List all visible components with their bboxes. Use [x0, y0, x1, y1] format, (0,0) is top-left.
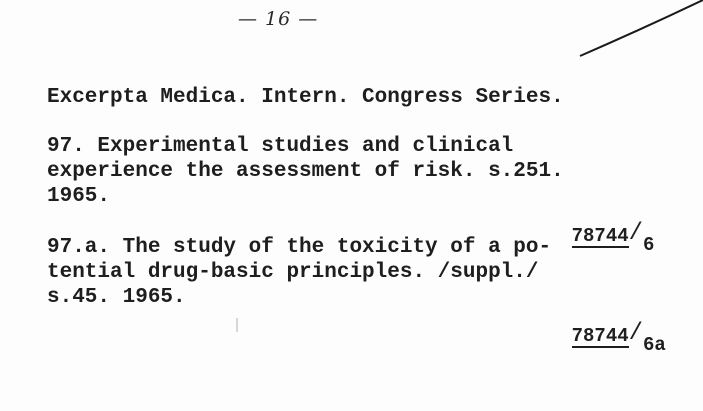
entry-2-catalog-suffix: 6a [643, 334, 666, 356]
entry-1-line-3: 1965. [47, 185, 111, 208]
catalog-slash: / [628, 320, 644, 347]
entry-2-line-2: tential drug-basic principles. /suppl./ [47, 261, 539, 284]
entry-1-catalog-suffix: 6 [643, 234, 655, 256]
entry-2-catalog-number [526, 298, 666, 370]
entry-1-line-2: experience the assessment of risk. s.251. [47, 160, 564, 183]
page-number: — 16 — [238, 8, 319, 30]
entry-1-line-1: 97. Experimental studies and clinical [47, 135, 514, 158]
entry-2-catalog-main: 78744 [571, 325, 629, 347]
entry-1-catalog-main: 78744 [571, 225, 629, 247]
catalog-slash: / [628, 220, 644, 247]
series-title: Excerpta Medica. Intern. Congress Series. [47, 86, 564, 109]
entry-2-line-1: 97.a. The study of the toxicity of a po- [47, 236, 552, 259]
paper-smudge [236, 318, 238, 332]
entry-2-line-3: s.45. 1965. [47, 286, 186, 309]
